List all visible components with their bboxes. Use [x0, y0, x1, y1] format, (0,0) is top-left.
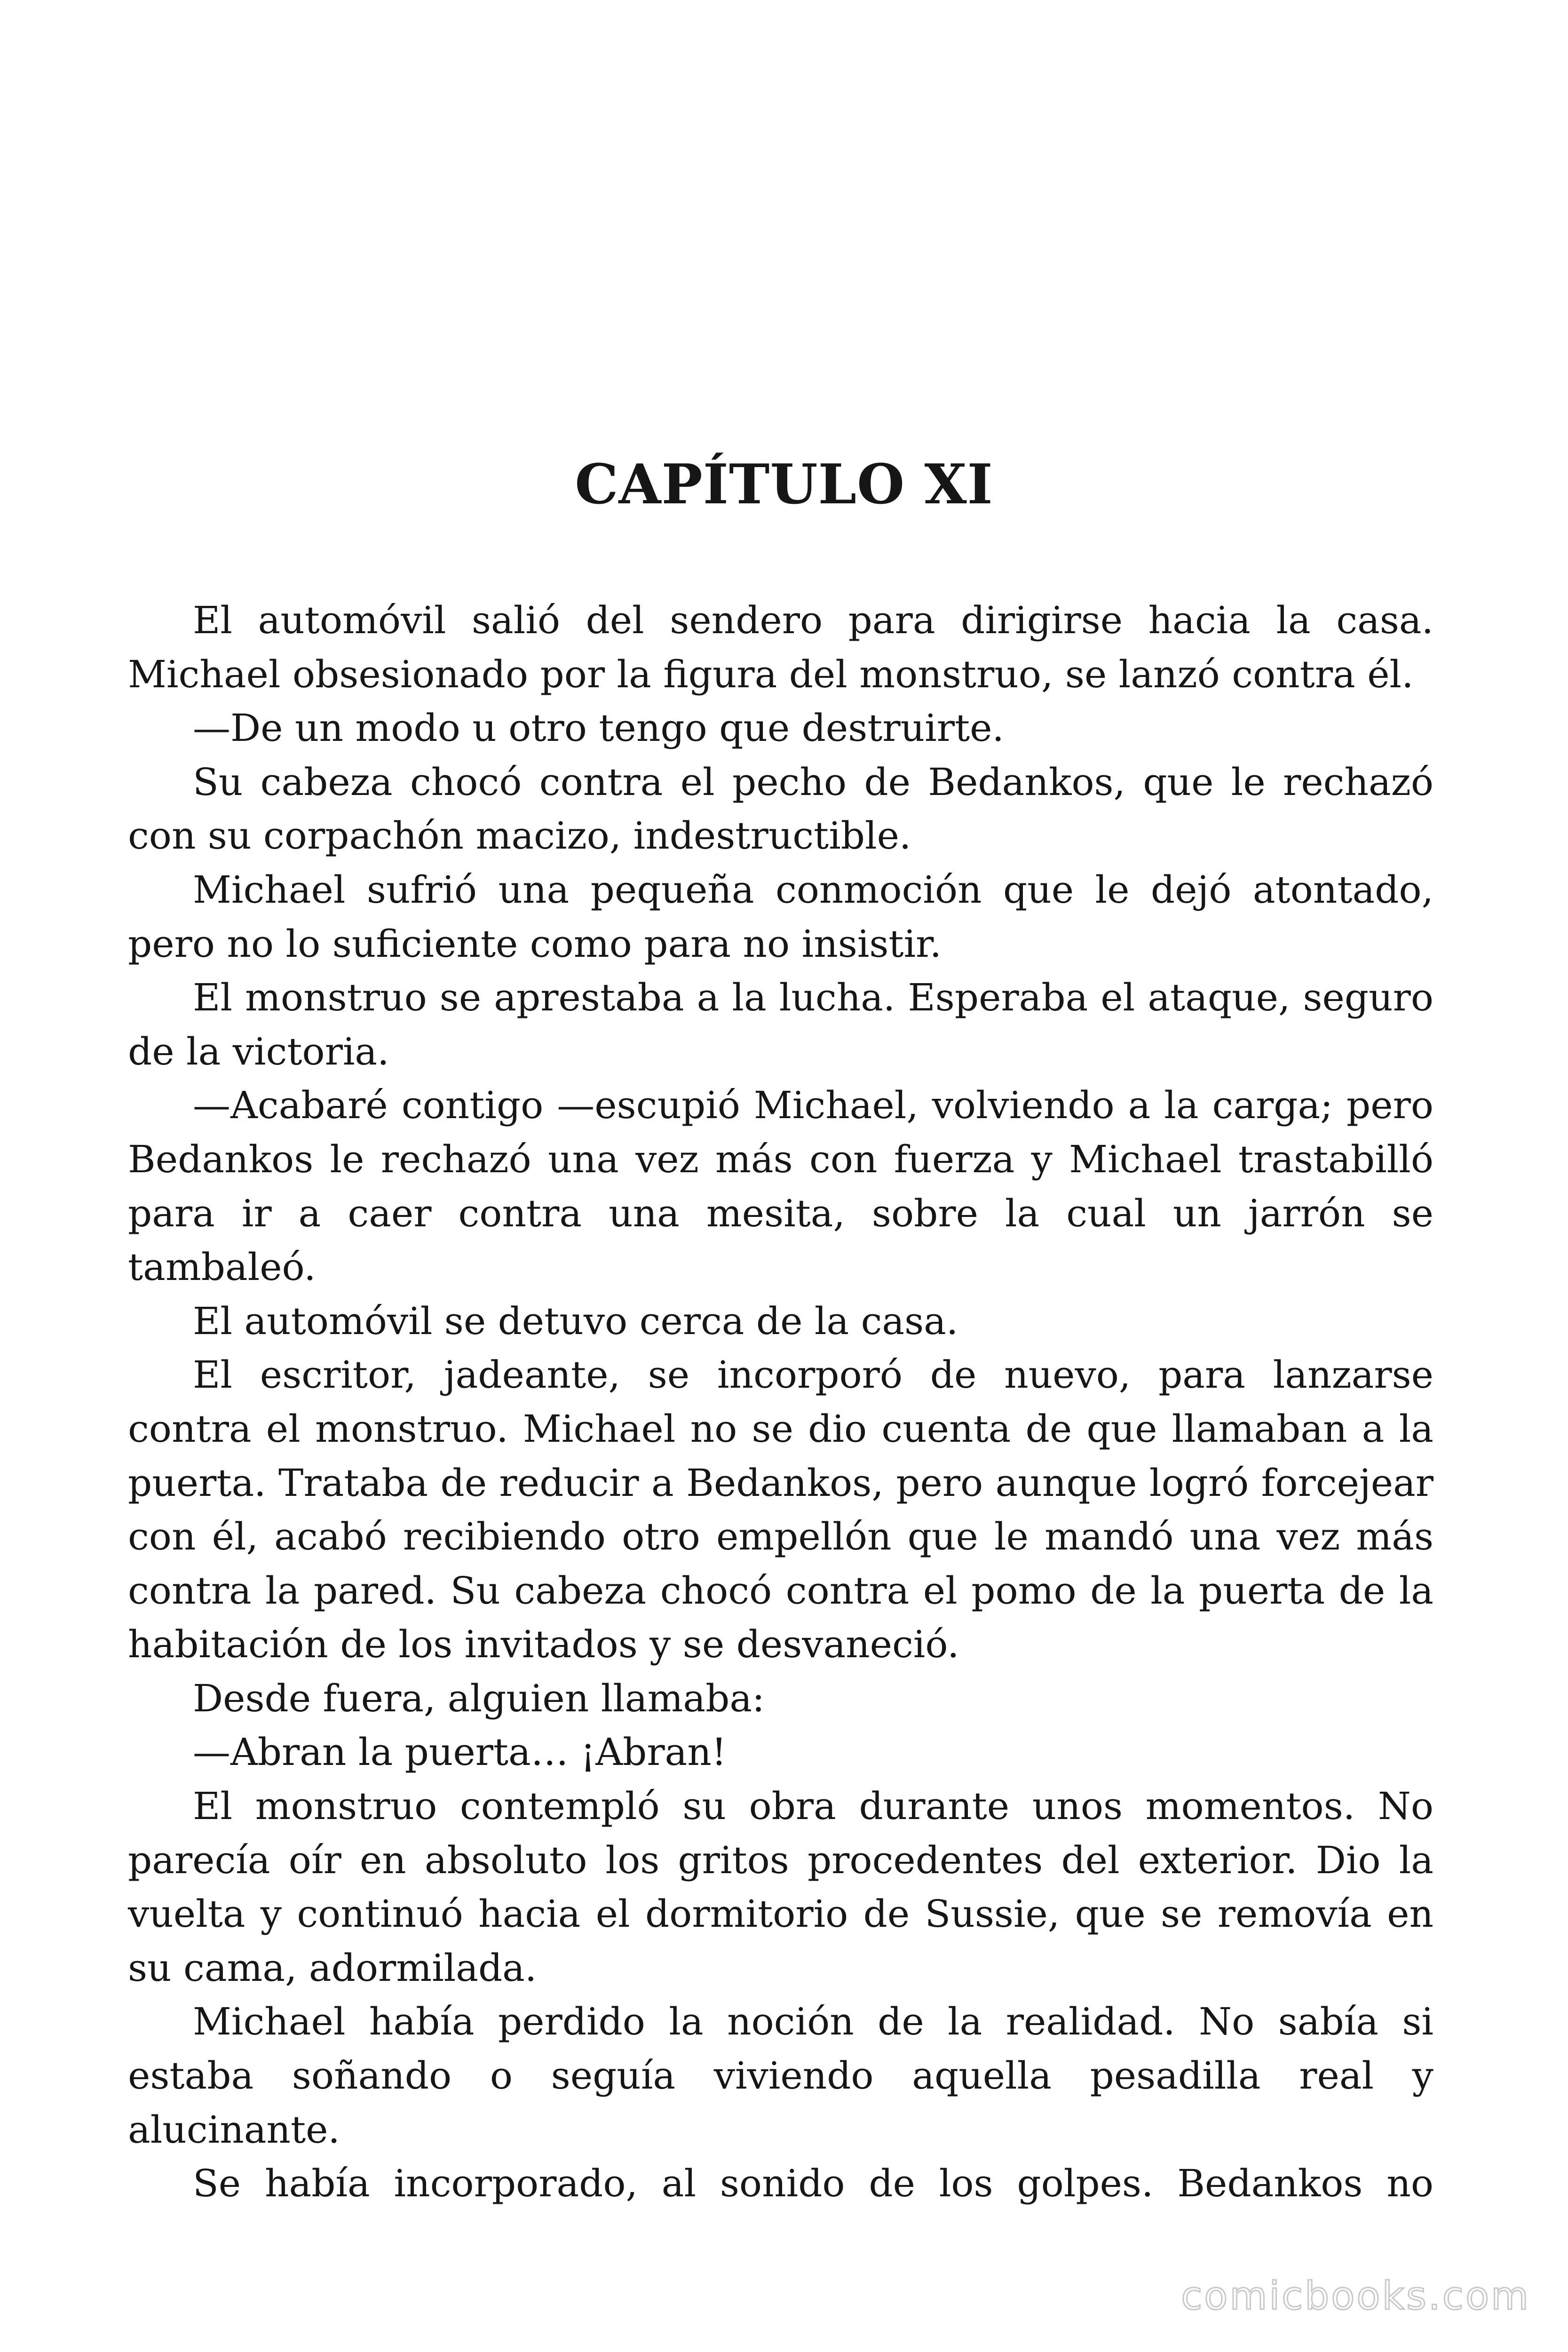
paragraph: —Acabaré contigo —escupió Michael, volviendo a la carga; pero Bedankos le rechazó una vez más con fuerza y Michael trastabilló para ir a caer contra una mesita, sobre la cual un jarrón se tambaleó.: [128, 1083, 1433, 1289]
paragraph: El automóvil se detuvo cerca de la casa.: [193, 1299, 958, 1343]
paragraph: El escritor, jadeante, se incorporó de nuevo, para lanzarse contra el monstruo. Michael no se dio cuenta de que llamaban a la puerta. Trataba de reducir a Bedankos, pero aunque logró forcejear con él, acabó recibiendo otro empellón que le mandó una vez más contra la pared. Su cabeza chocó contra el pomo de la puerta de la habitación de los invitados y se desvaneció.: [128, 1353, 1433, 1667]
chapter-body: [128, 594, 1433, 2211]
paragraph: Su cabeza chocó contra el pecho de Bedankos, que le rechazó con su corpachón macizo, indestructible.: [128, 760, 1433, 858]
paragraph-continued: Se había incorporado, al sonido de los golpes. Bedankos no: [193, 2161, 1433, 2206]
paragraph: El monstruo se aprestaba a la lucha. Esperaba el ataque, seguro de la victoria.: [128, 976, 1433, 1073]
paragraph: El automóvil salió del sendero para dirigirse hacia la casa. Michael obsesionado por la figura del monstruo, se lanzó contra él.: [128, 598, 1433, 696]
paragraph: Desde fuera, alguien llamaba:: [193, 1676, 765, 1720]
paragraph: —Abran la puerta… ¡Abran!: [193, 1730, 727, 1774]
paragraph: Michael sufrió una pequeña conmoción que le dejó atontado, pero no lo suficiente como para no insistir.: [128, 867, 1433, 966]
chapter-title: CAPÍTULO XI: [575, 453, 993, 516]
paragraph: Michael había perdido la noción de la realidad. No sabía si estaba soñando o seguía viviendo aquella pesadilla real y alucinante.: [128, 2000, 1433, 2152]
watermark: comicbooks.com: [1181, 2274, 1530, 2319]
paragraph: El monstruo contempló su obra durante unos momentos. No parecía oír en absoluto los gritos procedentes del exterior. Dio la vuelta y continuó hacia el dormitorio de Sussie, que se removía en su cama, adormilada.: [128, 1784, 1433, 1990]
paragraph: —De un modo u otro tengo que destruirte.: [193, 706, 1004, 750]
